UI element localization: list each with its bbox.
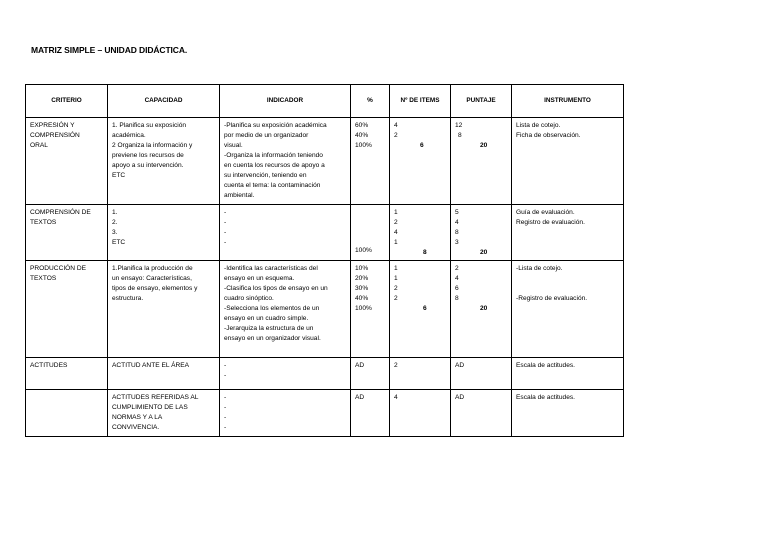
instrumento-cell: Guía de evaluación. Registro de evaluación. [512,205,624,261]
indicador-cell: - - - - [220,390,351,437]
items-cell: 1 2 4 1 8 [390,205,451,261]
indicador-cell: -Identifica las características del ensayo en un esquema. -Clasifica los tipos de ensayo en un cuadro sinóptico. -Selecciona los elementos de un ensayo en un cuadro simple. -Jerarquiza la estructura de un ensayo en un organizador visual. [220,261,351,358]
header-items: Nº DE ITEMS [390,85,451,118]
puntaje-total: 20 [480,249,488,256]
capacidad-cell: ACTITUD ANTE EL ÁREA [108,358,220,390]
puntaje-total: 20 [480,142,488,149]
items-total: 6 [423,305,427,312]
puntaje-total: 20 [480,305,488,312]
puntaje-cell: 2 4 6 8 20 [451,261,512,358]
puntaje-cell: AD [451,390,512,437]
header-percent: % [351,85,390,118]
evaluation-matrix-table [25,84,624,437]
header-indicador: INDICADOR [220,85,351,118]
criterio-cell: EXPRESIÓN Y COMPRENSIÓN ORAL [26,118,108,205]
capacidad-cell: 1. 2. 3. ETC [108,205,220,261]
items-total: 6 [420,142,424,149]
items-cell: 4 2 6 [390,118,451,205]
header-criterio: CRITERIO [26,85,108,118]
header-capacidad: CAPACIDAD [108,85,220,118]
table-row [26,358,624,390]
indicador-cell: -Planifica su exposición académica por medio de un organizador visual. -Organiza la información teniendo en cuenta los recursos de apoyo a su intervención, teniendo en cuenta el tema: la contaminación ambiental. [220,118,351,205]
items-cell: 1 1 2 2 6 [390,261,451,358]
indicador-cell: - - - - [220,205,351,261]
instrumento-cell: Lista de cotejo. Ficha de observación. [512,118,624,205]
criterio-cell: PRODUCCIÓN DE TEXTOS [26,261,108,358]
items-cell: 4 [390,390,451,437]
table-row [26,390,624,437]
items-total: 8 [423,249,427,256]
items-cell: 2 [390,358,451,390]
table-row [26,205,624,261]
header-instrumento: INSTRUMENTO [512,85,624,118]
indicador-cell: - - [220,358,351,390]
document-title: MATRIZ SIMPLE – UNIDAD DIDÁCTICA. [31,45,188,55]
instrumento-cell: Escala de actitudes. [512,390,624,437]
percent-cell: AD [351,390,390,437]
criterio-cell: COMPRENSIÓN DE TEXTOS [26,205,108,261]
table-row [26,261,624,358]
table-row [26,118,624,205]
puntaje-cell: 5 4 8 3 20 [451,205,512,261]
capacidad-cell: ACTITUDES REFERIDAS AL CUMPLIMIENTO DE LAS NORMAS Y A LA CONVIVENCIA. [108,390,220,437]
header-row [26,85,624,118]
header-puntaje: PUNTAJE [451,85,512,118]
criterio-cell [26,390,108,437]
instrumento-cell: Escala de actitudes. [512,358,624,390]
puntaje-cell: AD [451,358,512,390]
criterio-cell: ACTITUDES [26,358,108,390]
capacidad-cell: 1.Planifica la producción de un ensayo: Características, tipos de ensayo, elementos y estructura. [108,261,220,358]
capacidad-cell: 1. Planifica su exposición académica. 2 Organiza la información y previene los recursos de apoyo a su intervención. ETC [108,118,220,205]
percent-cell: 60% 40% 100% [351,118,390,205]
puntaje-cell: 12 8 20 [451,118,512,205]
percent-cell: 10% 20% 30% 40% 100% [351,261,390,358]
percent-cell: 100% [351,205,390,261]
percent-cell: AD [351,358,390,390]
instrumento-cell: -Lista de cotejo. -Registro de evaluación. [512,261,624,358]
